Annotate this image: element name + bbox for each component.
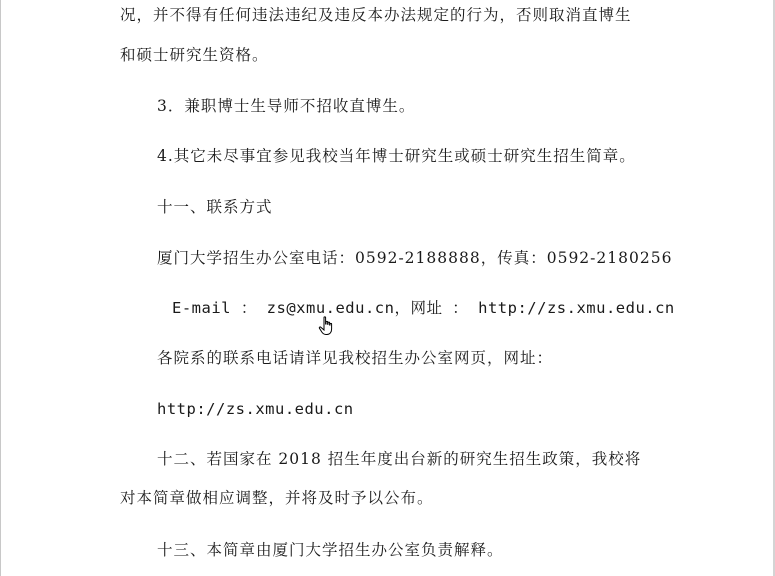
section-12-line-2: 对本简章做相应调整，并将及时予以公布。 — [120, 489, 434, 507]
contact-email-website: E-mail ： zs@xmu.edu.cn，网址 ： http://zs.xmu.edu.cn — [172, 299, 675, 317]
section-13-text: 十三、本简章由厦门大学招生办公室负责解释。 — [157, 541, 504, 559]
section-11-heading: 十一、联系方式 — [157, 198, 273, 216]
page-left-border — [0, 0, 1, 576]
contact-phone-fax: 厦门大学招生办公室电话：0592-2188888，传真：0592-2180256 — [157, 249, 673, 267]
hand-pointer-icon — [318, 316, 336, 336]
paragraph-line-2: 和硕士研究生资格。 — [120, 46, 269, 64]
section-12-line-1: 十二、若国家在 2018 招生年度出台新的研究生招生政策，我校将 — [157, 450, 642, 468]
department-contact-note: 各院系的联系电话请详见我校招生办公室网页，网址： — [157, 349, 554, 367]
item-3-text: 3．兼职博士生导师不招收直博生。 — [157, 97, 416, 115]
item-4-text: 4.其它未尽事宜参见我校当年博士研究生或硕士研究生招生简章。 — [157, 147, 636, 165]
website-link[interactable]: http://zs.xmu.edu.cn — [157, 400, 354, 418]
paragraph-line-1: 况，并不得有任何违法违纪及违反本办法规定的行为，否则取消直博生 — [120, 6, 632, 24]
